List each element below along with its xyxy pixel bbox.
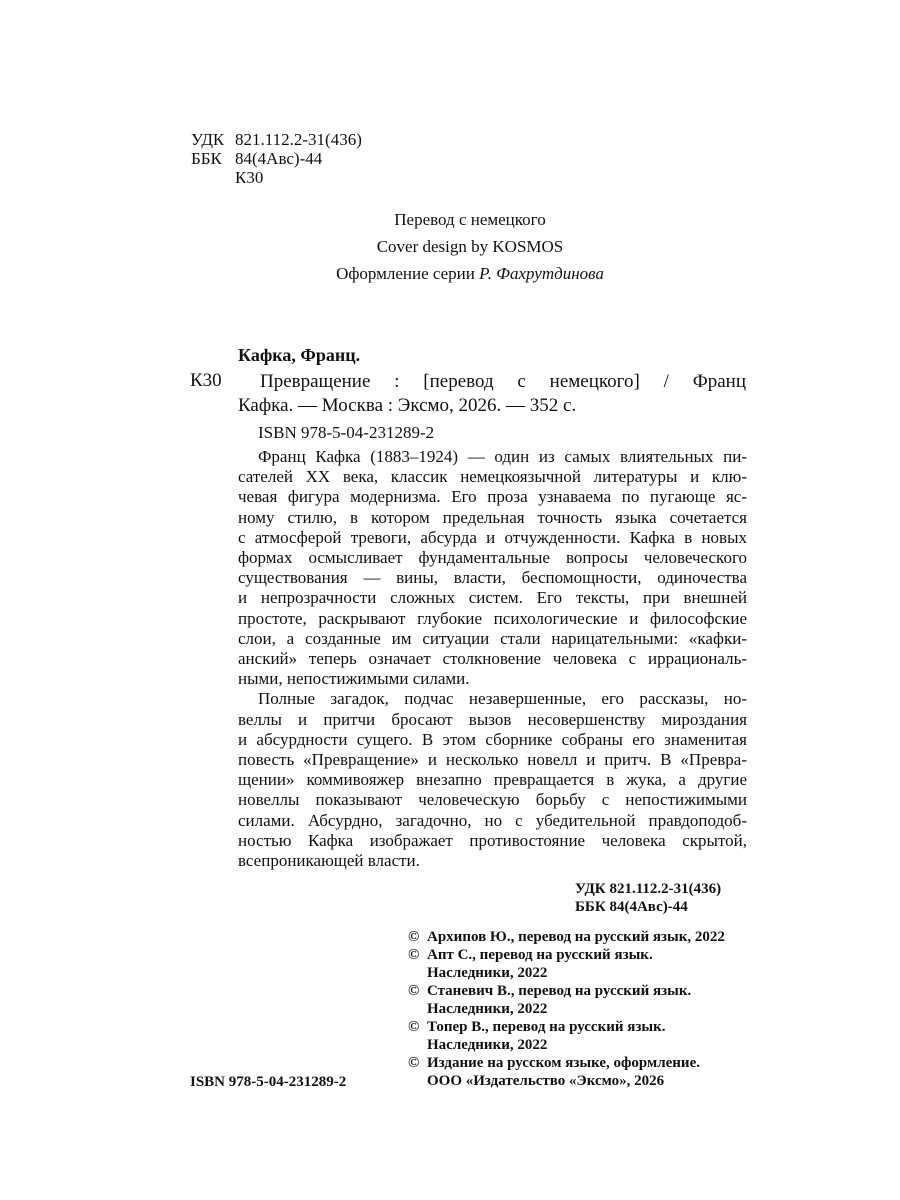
annotation-line: повесть «Превращение» и несколько новелл и притч. В «Превра-: [238, 750, 747, 770]
copyright-icon: ©: [408, 1019, 420, 1035]
annotation-line: ностью Кафка изображает противостояние человека скрытой,: [238, 830, 747, 850]
annotation-line: чевая фигура модернизма. Его проза узнаваема по пугающе яс-: [238, 487, 747, 507]
udk-value: 821.112.2-31(436): [235, 130, 362, 149]
annotation-line: и непрозрачности сложных систем. Его тексты, при внешней: [238, 588, 747, 608]
annotation-line: ными, непостижимыми силами.: [238, 669, 470, 689]
annotation-line: силами. Абсурдно, загадочно, но с убедительной правдоподоб-: [238, 810, 747, 830]
copyright-line: Наследники, 2022: [427, 965, 548, 981]
annotation-line: и абсурдности сущего. В этом сборнике собраны его знаменитая: [238, 729, 747, 749]
annotation-line: с атмосферой тревоги, абсурда и отчужденности. Кафка в новых: [238, 527, 747, 547]
author-mark: К30: [235, 168, 264, 187]
udk-bottom: УДК 821.112.2-31(436): [575, 881, 722, 897]
bbk-bottom: ББК 84(4Авс)-44: [575, 899, 688, 915]
annotation-line: Франц Кафка (1883–1924) — один из самых влиятельных пи-: [258, 447, 747, 466]
left-author-mark: К30: [190, 370, 222, 391]
annotation-line: Полные загадок, подчас незавершенные, его рассказы, но-: [258, 689, 747, 709]
copyright-icon: ©: [408, 983, 420, 999]
copyright-line: Наследники, 2022: [427, 1037, 548, 1053]
annotation-line: новеллы показывают человеческую борьбу с непостижимыми: [238, 790, 747, 810]
copyright-icon: ©: [408, 947, 420, 963]
annotation-line: веллы и притчи бросают вызов несовершенству мироздания: [238, 709, 747, 729]
author-heading: Кафка, Франц.: [238, 345, 361, 365]
copyright-icon: ©: [408, 929, 420, 945]
series-credit: [0, 260, 900, 287]
annotation-line: ному стилю, в котором предельная точность языка сочетается: [238, 507, 747, 527]
credits: [0, 206, 900, 287]
copyright-line: © Станевич В., перевод на русский язык.: [408, 983, 692, 999]
annotation-line: формах осмысливает фундаментальные вопросы человеческого: [238, 548, 747, 568]
copyright-icon: ©: [408, 1055, 420, 1071]
cover-credit: Cover design by KOSMOS: [376, 237, 564, 256]
copyright-line: ООО «Издательство «Эксмо», 2026: [427, 1073, 665, 1089]
annotation-line: сателей XX века, классик немецкоязычной литературы и клю-: [238, 467, 747, 487]
copyright-line: © Архипов Ю., перевод на русский язык, 2022: [408, 929, 725, 945]
series-designer: Р. Фахрутдинова: [479, 264, 604, 283]
bbk-value: 84(4Авс)-44: [235, 149, 323, 168]
bib-line-2: Кафка. — Москва : Эксмо, 2026. — 352 с.: [238, 395, 577, 416]
bottom-classification: [575, 880, 721, 916]
series-prefix: Оформление серии: [336, 264, 475, 283]
annotation: [238, 447, 747, 871]
annotation-line: простоте, раскрывают глубокие психологические и философские: [238, 608, 747, 628]
isbn-bottom: ISBN 978-5-04-231289-2: [190, 1074, 347, 1090]
isbn-top: ISBN 978-5-04-231289-2: [258, 423, 435, 442]
annotation-line: анский» теперь означает столкновение человека с иррациональ-: [238, 649, 747, 669]
annotation-line: всепроникающей власти.: [238, 851, 420, 871]
copyright-line: Наследники, 2022: [427, 1001, 548, 1017]
classification-codes: [191, 130, 362, 187]
translation-credit: Перевод с немецкого: [394, 210, 546, 229]
copyright-line: © Апт С., перевод на русский язык.: [408, 947, 653, 963]
annotation-line: щении» коммивояжер внезапно превращается в жука, а другие: [238, 770, 747, 790]
copyright-line: © Топер В., перевод на русский язык.: [408, 1019, 666, 1035]
bbk-label: ББК: [191, 149, 222, 168]
copyright-line: © Издание на русском языке, оформление.: [408, 1055, 700, 1071]
udk-label: УДК: [191, 130, 225, 149]
copyright-block: [408, 928, 725, 1090]
bibliographic-record: [238, 370, 746, 418]
bib-line-1: Превращение : [перевод с немецкого] / Франц: [260, 371, 746, 392]
annotation-line: слои, а созданные им ситуации стали нарицательными: «кафки-: [238, 628, 747, 648]
annotation-line: существования — вины, власти, беспомощности, одиночества: [238, 568, 747, 588]
